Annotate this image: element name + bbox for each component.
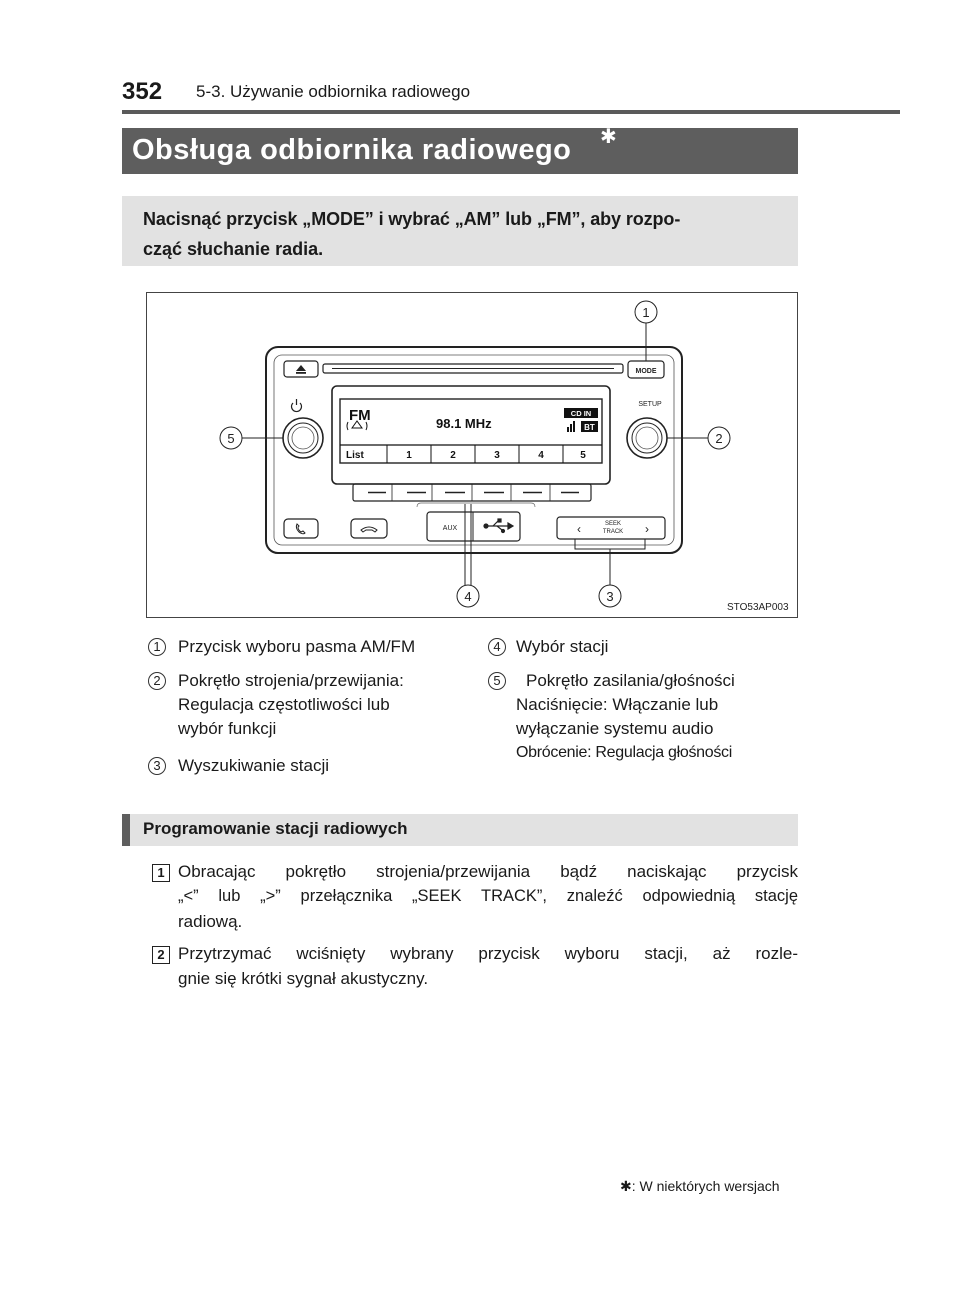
phone-icon	[296, 524, 305, 534]
bt-label: BT	[584, 423, 595, 432]
legend-item-4: Wybór stacji	[516, 637, 609, 656]
figure-code: STO53AP003	[727, 602, 789, 613]
header-rule	[122, 110, 900, 114]
intro-line-2: cząć słuchanie radia.	[143, 239, 324, 259]
legend-marker-4: 4	[488, 638, 506, 656]
chapter-title: 5-3. Używanie odbiornika radiowego	[196, 82, 471, 101]
footnote-text: : W niektórych wersjach	[631, 1178, 780, 1194]
power-volume-knob	[283, 418, 323, 458]
track-label: TRACK	[602, 529, 624, 535]
display-list: List	[346, 450, 364, 461]
svg-text:4: 4	[464, 589, 472, 604]
legend-item-5	[516, 669, 800, 765]
footnote-asterisk-icon: ✱	[620, 1178, 632, 1194]
step-1-line-2: „<” lub „>” przełącznika „SEEK TRACK”, znaleźć odpowiednią stację	[178, 887, 798, 905]
display-frequency: 98.1 MHz	[436, 416, 492, 431]
setup-label: SETUP	[638, 401, 662, 408]
step-1-line-3: radiową.	[178, 912, 243, 931]
signal-icon	[567, 421, 575, 432]
phone-button	[284, 519, 318, 538]
display-frame	[332, 386, 610, 484]
seek-up-icon: ›	[645, 522, 649, 536]
mode-label: MODE	[635, 368, 657, 375]
seek-label: SEEK	[604, 521, 622, 527]
radio-illustration	[146, 292, 798, 618]
callout-4-leader	[465, 504, 471, 585]
legend-item-3: Wyszukiwanie stacji	[178, 756, 329, 775]
legend-marker-5: 5	[488, 672, 506, 690]
legend-item-5-line-2: Naciśnięcie: Włączanie lub	[516, 695, 719, 714]
step-2-line-1: Przytrzymać wciśnięty wybrany przycisk wyboru stacji, aż rozle-	[178, 944, 798, 963]
eject-icon	[296, 365, 306, 374]
hangup-icon	[361, 527, 377, 532]
legend-marker-2: 2	[148, 672, 166, 690]
section-title: Obsługa odbiornika radiowego	[132, 134, 572, 166]
legend-item-5-line-3: wyłączanie systemu audio	[516, 719, 714, 738]
legend-item-5-line-1: Pokrętło zasilania/głośności	[526, 671, 735, 690]
footnote	[620, 1178, 780, 1195]
legend-item-2-line-2: Regulacja częstotliwości lub	[178, 695, 390, 714]
subsection-title: Programowanie stacji radiowych	[143, 819, 408, 838]
svg-text:1: 1	[642, 305, 650, 320]
seek-down-icon: ‹	[577, 522, 581, 536]
display-preset-1: 1	[406, 450, 412, 461]
display-band: FM	[349, 407, 371, 424]
legend-item-2	[178, 669, 462, 741]
svg-text:2: 2	[715, 431, 723, 446]
display-preset-4: 4	[538, 450, 544, 461]
svg-text:5: 5	[227, 431, 235, 446]
legend-item-5-line-4: Obrócenie: Regulacja głośności	[516, 744, 733, 761]
step-2-line-2: gnie się krótki sygnał akustyczny.	[178, 969, 429, 988]
legend-item-2-line-3: wybór funkcji	[178, 719, 277, 738]
radio-panel-drawing	[147, 293, 797, 617]
display-preset-2: 2	[450, 450, 456, 461]
step-2-number: 2	[152, 946, 170, 964]
step-1-line-1: Obracając pokrętło strojenia/przewijania bądź naciskając przycisk	[178, 862, 798, 881]
intro-text	[143, 204, 783, 264]
hangup-button	[351, 519, 387, 538]
display-preset-3: 3	[494, 450, 500, 461]
svg-text:3: 3	[606, 589, 614, 604]
display-preset-5: 5	[580, 450, 586, 461]
intro-line-1: Nacisnąć przycisk „MODE” i wybrać „AM” lub „FM”, aby rozpo-	[143, 209, 681, 229]
step-2-text	[178, 941, 798, 991]
asterisk-icon: ✱	[600, 126, 617, 148]
power-icon	[292, 399, 302, 412]
legend-item-1: Przycisk wyboru pasma AM/FM	[178, 637, 416, 656]
cd-in-label: CD IN	[570, 409, 592, 418]
tune-scroll-knob	[627, 418, 667, 458]
step-1-number: 1	[152, 864, 170, 882]
callout-3-leader	[575, 539, 645, 585]
subsection-accent	[122, 814, 130, 846]
usb-icon	[484, 519, 513, 533]
aux-label: AUX	[442, 525, 458, 532]
legend-item-2-line-1: Pokrętło strojenia/przewijania:	[178, 671, 404, 690]
page-number: 352	[122, 78, 163, 105]
legend-marker-1: 1	[148, 638, 166, 656]
legend-marker-3: 3	[148, 757, 166, 775]
step-1-text	[178, 859, 798, 934]
